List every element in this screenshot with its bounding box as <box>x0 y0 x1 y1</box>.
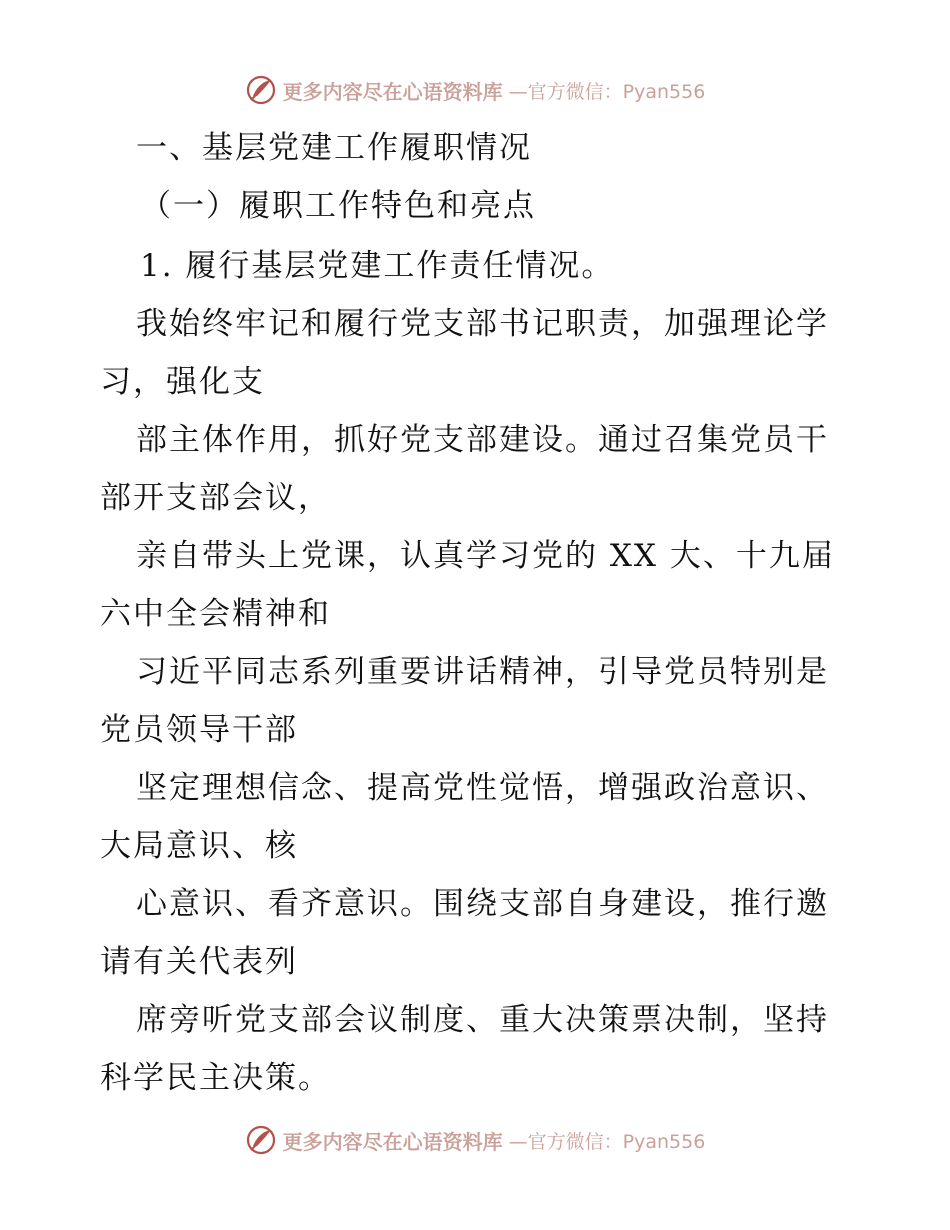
paragraph-line: 党员领导干部 <box>100 712 298 748</box>
paragraph-line: 习，强化支 <box>100 364 265 400</box>
paragraph-line: 六中全会精神和 <box>100 596 331 632</box>
paragraph-line: 坚定理想信念、提高党性觉悟，增强政治意识、 <box>136 770 829 806</box>
subsection-heading: （一）履职工作特色和亮点 <box>140 188 536 224</box>
section-heading: 一、基层党建工作履职情况 <box>136 130 532 166</box>
paragraph-line: 习近平同志系列重要讲话精神，引导党员特别是 <box>136 654 829 690</box>
quill-pen-logo-icon <box>245 1124 277 1156</box>
paragraph-line: 我始终牢记和履行党支部书记职责，加强理论学 <box>136 306 829 342</box>
paragraph-line: 心意识、看齐意识。围绕支部自身建设，推行邀 <box>136 886 829 922</box>
paragraph-line: 部主体作用，抓好党支部建设。通过召集党员干 <box>136 422 829 458</box>
banner-main-text: 更多内容尽在心语资料库 <box>282 1129 503 1154</box>
paragraph-line: 大局意识、核 <box>100 828 298 864</box>
item-heading: 1. 履行基层党建工作责任情况。 <box>140 248 615 284</box>
banner-sub-text: —官方微信：Pyan556 <box>508 80 706 103</box>
paragraph-line: 亲自带头上党课，认真学习党的 XX 大、十九届 <box>136 538 835 574</box>
paragraph-line: 部开支部会议， <box>100 480 331 516</box>
paragraph-line: 请有关代表列 <box>100 944 298 980</box>
paragraph-line: 科学民主决策。 <box>100 1060 331 1096</box>
paragraph-line: 席旁听党支部会议制度、重大决策票决制，坚持 <box>136 1002 829 1038</box>
banner-main-text: 更多内容尽在心语资料库 <box>282 79 503 104</box>
banner-sub-text: —官方微信：Pyan556 <box>508 1130 706 1153</box>
footer-banner <box>0 1120 950 1160</box>
